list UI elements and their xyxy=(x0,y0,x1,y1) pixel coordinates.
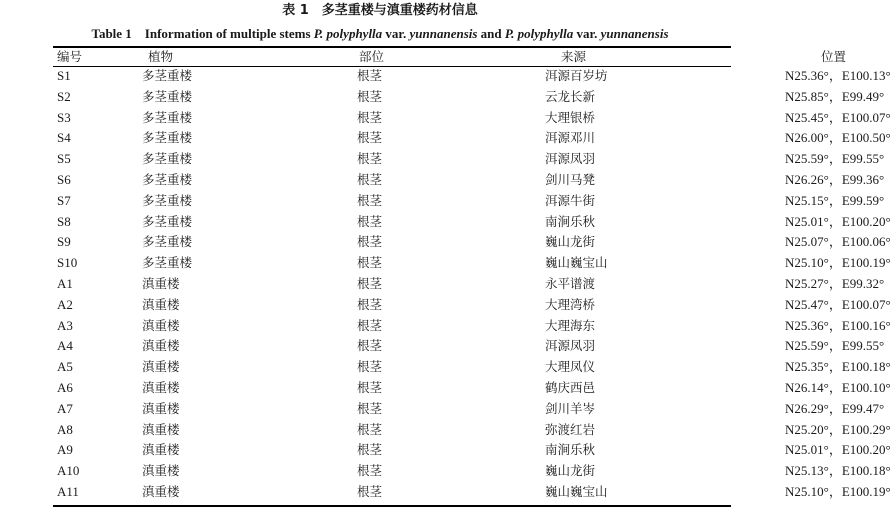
cell-location: N25.59°，E99.55° xyxy=(785,151,885,167)
cell-source: 弥渡红岩 xyxy=(545,421,596,437)
header-source: 来源 xyxy=(561,49,587,64)
cell-location: N25.36°，E100.16° xyxy=(785,317,891,333)
table-row xyxy=(53,295,731,316)
cell-part: 根茎 xyxy=(357,171,383,187)
cell-source: 洱源牛街 xyxy=(545,192,596,208)
cell-part: 根茎 xyxy=(357,192,383,208)
cell-id: A3 xyxy=(57,317,73,333)
table-bottom-rule xyxy=(53,505,731,507)
caption-var-2: var. xyxy=(573,26,601,41)
cell-part: 根茎 xyxy=(357,421,383,437)
cell-id: S10 xyxy=(57,255,78,271)
cell-source: 洱源凤羽 xyxy=(545,338,596,354)
cell-part: 根茎 xyxy=(357,130,383,146)
table-row xyxy=(53,378,731,399)
table-row xyxy=(53,336,731,357)
cell-source: 剑川马凳 xyxy=(545,171,596,187)
cell-part: 根茎 xyxy=(357,400,383,416)
cell-location: N25.36°，E100.13° xyxy=(785,68,891,83)
cell-id: A5 xyxy=(57,359,73,375)
cell-source: 巍山龙街 xyxy=(545,463,596,479)
cell-source: 大理湾桥 xyxy=(545,296,596,312)
header-id: 编号 xyxy=(57,49,83,64)
cell-source: 大理银桥 xyxy=(545,109,596,125)
table-row xyxy=(53,149,731,170)
cell-part: 根茎 xyxy=(357,317,383,333)
table-row xyxy=(53,461,731,482)
cell-id: A2 xyxy=(57,296,73,312)
table-row xyxy=(53,357,731,378)
cell-location: N25.15°，E99.59° xyxy=(785,192,885,208)
cell-plant: 多茎重楼 xyxy=(142,130,193,146)
cell-source: 巍山巍宝山 xyxy=(545,255,608,271)
cell-plant: 滇重楼 xyxy=(142,296,180,312)
cell-part: 根茎 xyxy=(357,88,383,104)
cell-source: 永平谱渡 xyxy=(545,275,596,291)
table-body xyxy=(53,66,891,503)
cell-id: S8 xyxy=(57,213,71,229)
cell-id: S6 xyxy=(57,171,71,187)
cell-source: 大理海东 xyxy=(545,317,596,333)
cell-source: 剑川羊岑 xyxy=(545,400,596,416)
cell-location: N25.13°，E100.18° xyxy=(785,463,891,479)
caption-variety-1: yunnanensis xyxy=(409,26,478,41)
cell-id: A4 xyxy=(57,338,73,354)
table-caption-english xyxy=(0,25,760,43)
cell-source: 云龙长新 xyxy=(545,88,596,104)
cell-part: 根茎 xyxy=(357,338,383,354)
cell-id: A6 xyxy=(57,379,73,395)
header-part: 部位 xyxy=(359,49,385,64)
cell-source: 洱源邓川 xyxy=(545,130,596,146)
table-caption-chinese: 表 1 多茎重楼与滇重楼药材信息 xyxy=(282,3,478,18)
cell-plant: 滇重楼 xyxy=(142,400,180,416)
cell-location: N26.26°，E99.36° xyxy=(785,171,885,187)
cell-source: 鹤庆西邑 xyxy=(545,379,596,395)
cell-part: 根茎 xyxy=(357,379,383,395)
caption-species-1: P. polyphylla xyxy=(313,26,383,41)
header-plant: 植物 xyxy=(148,49,174,64)
cell-part: 根茎 xyxy=(357,234,383,250)
cell-plant: 多茎重楼 xyxy=(142,171,193,187)
table-row xyxy=(53,128,731,149)
cell-location: N25.85°，E99.49° xyxy=(785,88,885,104)
table-row xyxy=(53,191,731,212)
table-header-row xyxy=(53,47,731,66)
cell-id: A7 xyxy=(57,400,73,416)
cell-plant: 多茎重楼 xyxy=(142,68,193,83)
cell-id: S1 xyxy=(57,68,71,83)
cell-location: N26.14°，E100.10° xyxy=(785,379,891,395)
cell-location: N25.07°，E100.06° xyxy=(785,234,891,250)
cell-location: N25.10°，E100.19° xyxy=(785,483,891,499)
table-row xyxy=(53,108,731,129)
cell-location: N25.47°，E100.07° xyxy=(785,296,891,312)
cell-part: 根茎 xyxy=(357,275,383,291)
cell-id: A1 xyxy=(57,275,73,291)
cell-id: A10 xyxy=(57,463,80,479)
cell-part: 根茎 xyxy=(357,213,383,229)
table-row xyxy=(53,170,731,191)
cell-id: S9 xyxy=(57,234,71,250)
cell-location: N25.45°，E100.07° xyxy=(785,109,891,125)
cell-source: 南涧乐秋 xyxy=(545,442,596,458)
cell-id: S7 xyxy=(57,192,71,208)
cell-plant: 滇重楼 xyxy=(142,463,180,479)
cell-source: 洱源百岁坊 xyxy=(545,68,608,83)
cell-part: 根茎 xyxy=(357,359,383,375)
cell-source: 南涧乐秋 xyxy=(545,213,596,229)
cell-plant: 多茎重楼 xyxy=(142,151,193,167)
cell-plant: 滇重楼 xyxy=(142,442,180,458)
cell-plant: 多茎重楼 xyxy=(142,234,193,250)
cell-location: N25.59°，E99.55° xyxy=(785,338,885,354)
cell-plant: 多茎重楼 xyxy=(142,213,193,229)
cell-id: S2 xyxy=(57,88,71,104)
table-row xyxy=(53,253,731,274)
sample-info-table xyxy=(53,47,891,503)
cell-id: A8 xyxy=(57,421,73,437)
cell-part: 根茎 xyxy=(357,296,383,312)
table-row xyxy=(53,316,731,337)
cell-location: N25.01°，E100.20° xyxy=(785,213,891,229)
cell-id: S4 xyxy=(57,130,71,146)
table-row xyxy=(53,87,731,108)
cell-part: 根茎 xyxy=(357,109,383,125)
cell-plant: 滇重楼 xyxy=(142,275,180,291)
table-row xyxy=(53,482,731,503)
cell-location: N26.00°，E100.50° xyxy=(785,130,891,146)
cell-plant: 多茎重楼 xyxy=(142,88,193,104)
table-row xyxy=(53,274,731,295)
cell-plant: 滇重楼 xyxy=(142,421,180,437)
cell-part: 根茎 xyxy=(357,463,383,479)
table-row xyxy=(53,399,731,420)
cell-part: 根茎 xyxy=(357,151,383,167)
cell-plant: 多茎重楼 xyxy=(142,255,193,271)
cell-plant: 滇重楼 xyxy=(142,379,180,395)
cell-plant: 滇重楼 xyxy=(142,483,180,499)
cell-location: N25.27°，E99.32° xyxy=(785,275,885,291)
table-row xyxy=(53,440,731,461)
caption-var-1: var. xyxy=(382,26,410,41)
cell-location: N26.29°，E99.47° xyxy=(785,400,885,416)
cell-part: 根茎 xyxy=(357,255,383,271)
cell-source: 巍山巍宝山 xyxy=(545,483,608,499)
cell-location: N25.10°，E100.19° xyxy=(785,255,891,271)
cell-id: A9 xyxy=(57,442,73,458)
table-row xyxy=(53,232,731,253)
cell-plant: 多茎重楼 xyxy=(142,109,193,125)
cell-plant: 多茎重楼 xyxy=(142,192,193,208)
cell-location: N25.20°，E100.29° xyxy=(785,421,891,437)
caption-en-prefix: Table 1 Information of multiple stems xyxy=(91,26,314,41)
table-row xyxy=(53,66,731,87)
cell-id: S3 xyxy=(57,109,71,125)
caption-variety-2: yunnanensis xyxy=(600,26,669,41)
cell-plant: 滇重楼 xyxy=(142,317,180,333)
cell-source: 巍山龙街 xyxy=(545,234,596,250)
cell-id: A11 xyxy=(57,483,79,499)
table-row xyxy=(53,420,731,441)
cell-part: 根茎 xyxy=(357,483,383,499)
cell-source: 洱源凤羽 xyxy=(545,151,596,167)
header-location: 位置 xyxy=(821,49,847,64)
cell-location: N25.01°，E100.20° xyxy=(785,442,891,458)
caption-and: and xyxy=(477,26,505,41)
caption-species-2: P. polyphylla xyxy=(504,26,574,41)
cell-id: S5 xyxy=(57,151,71,167)
cell-source: 大理凤仪 xyxy=(545,359,596,375)
cell-plant: 滇重楼 xyxy=(142,359,180,375)
cell-part: 根茎 xyxy=(357,442,383,458)
cell-plant: 滇重楼 xyxy=(142,338,180,354)
cell-location: N25.35°，E100.18° xyxy=(785,359,891,375)
table-row xyxy=(53,212,731,233)
cell-part: 根茎 xyxy=(357,68,383,83)
